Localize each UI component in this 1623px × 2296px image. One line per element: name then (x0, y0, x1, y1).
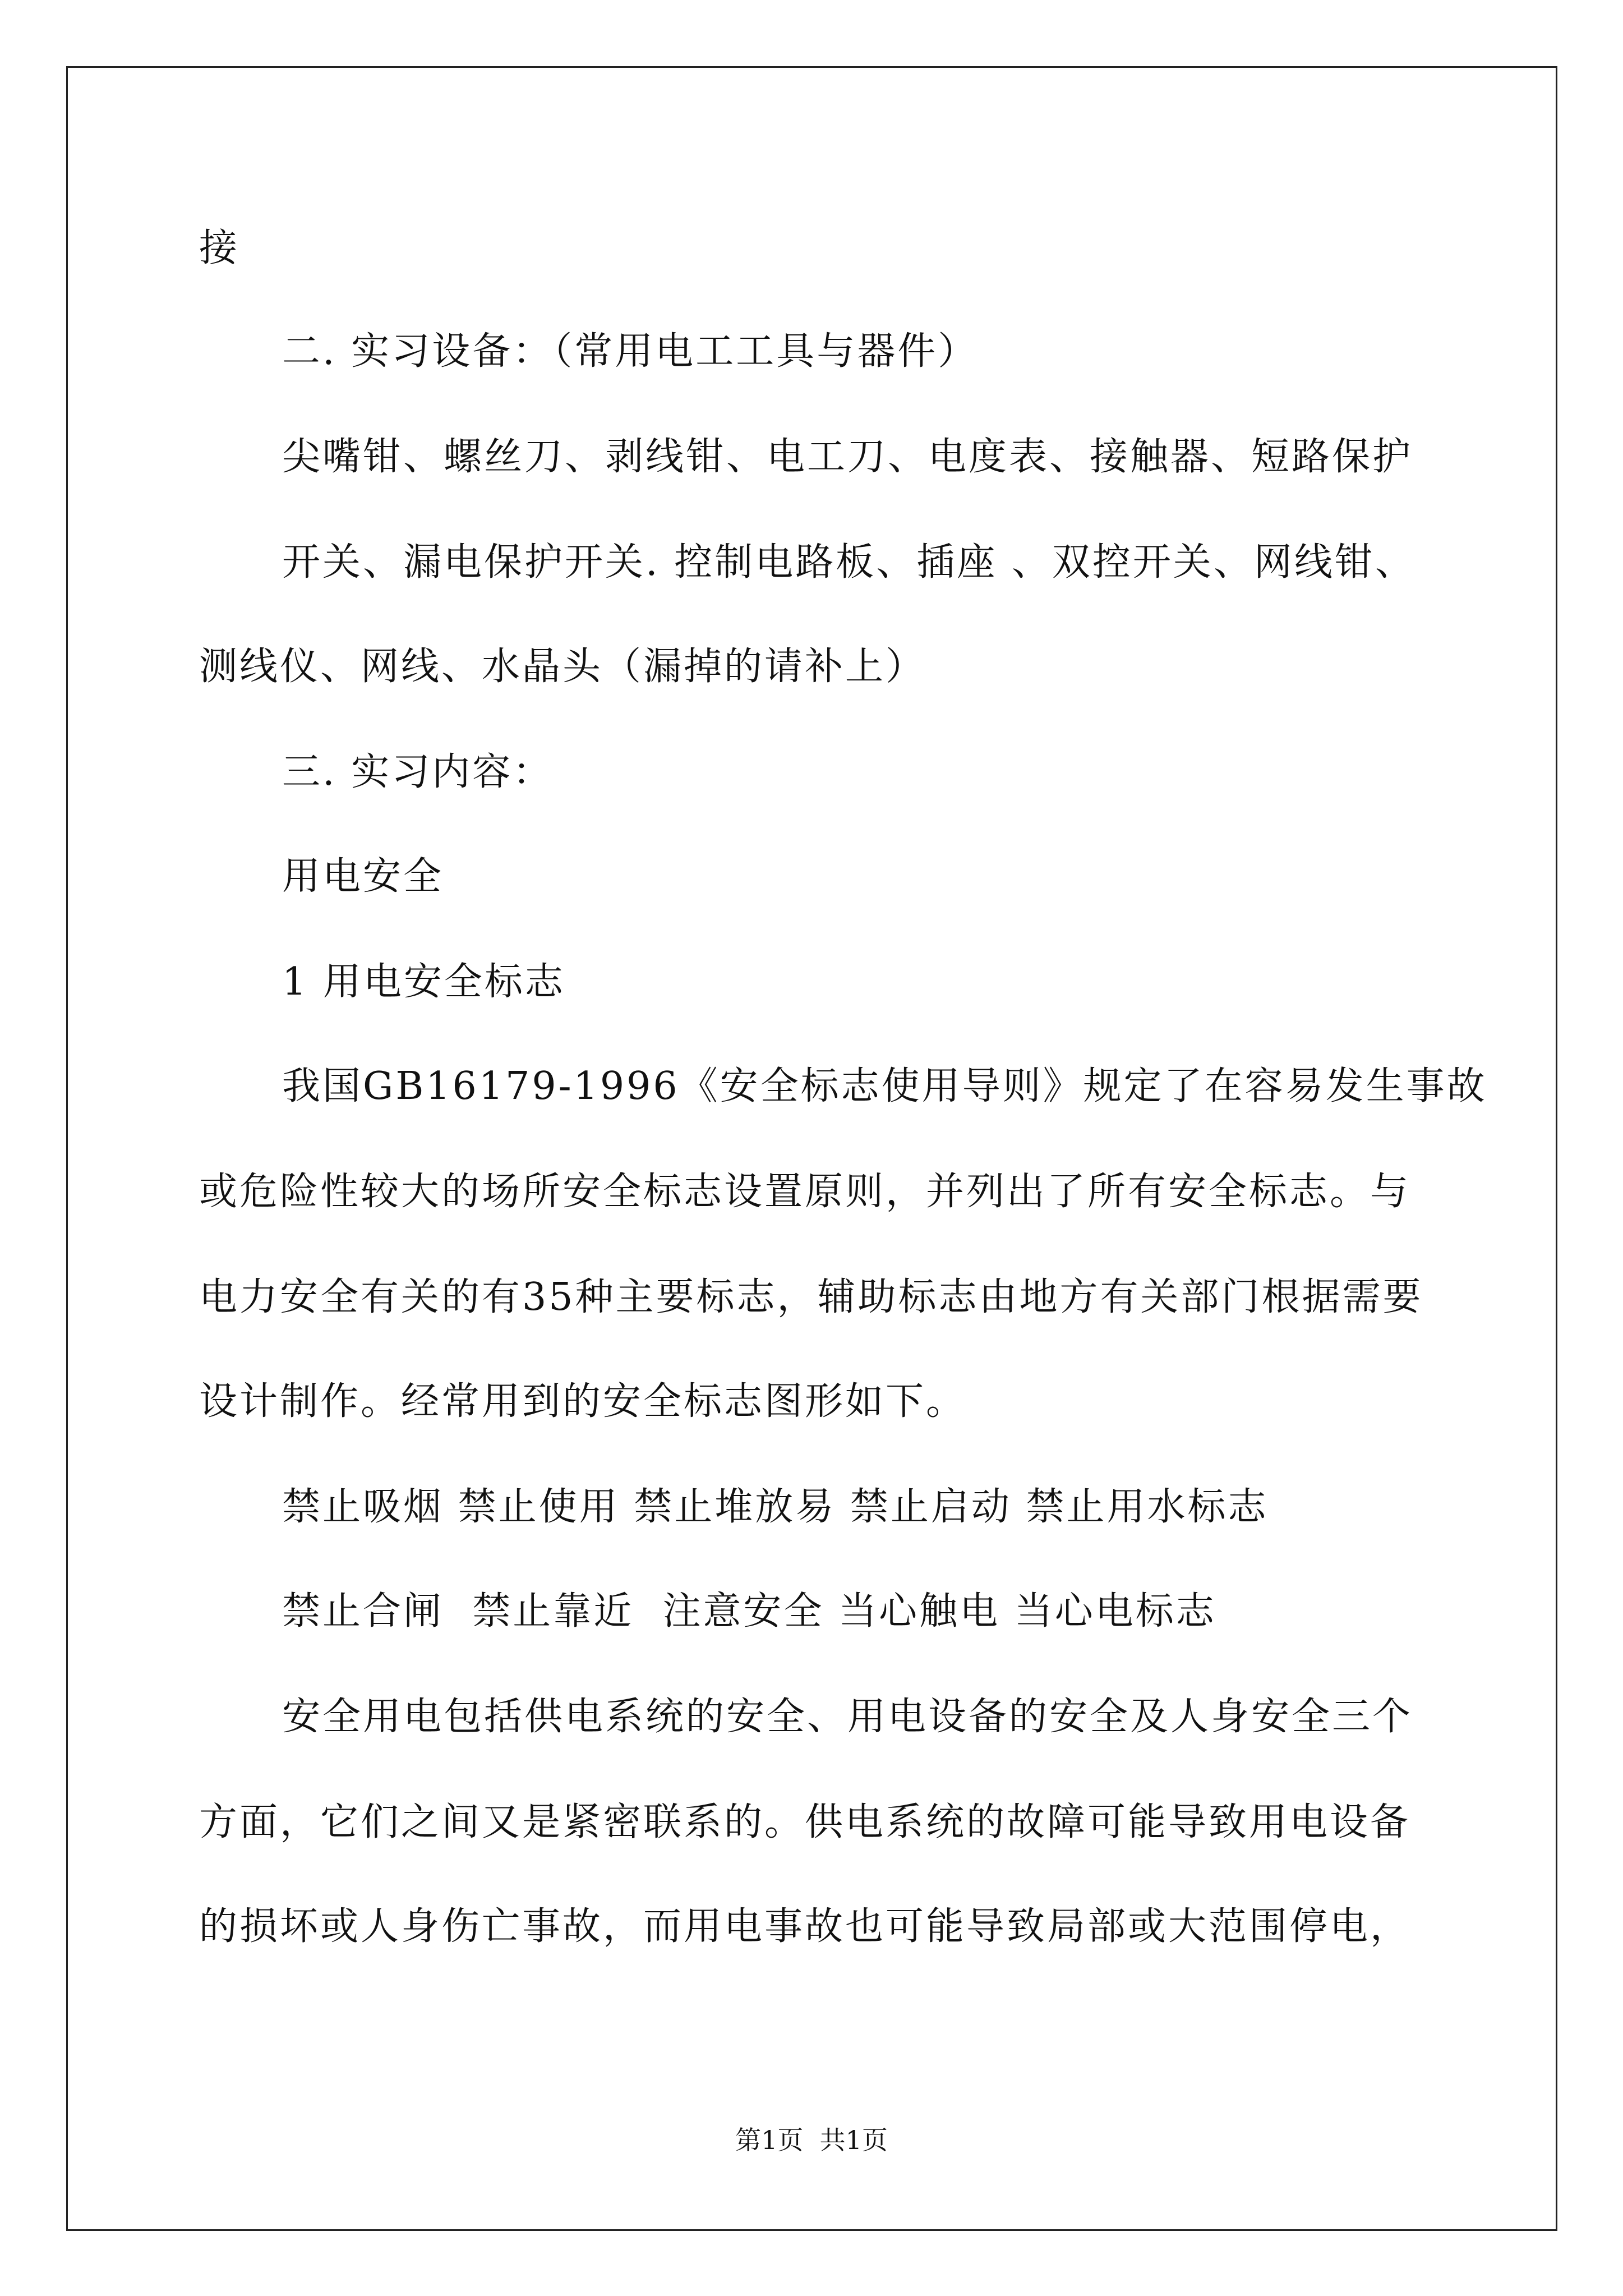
text-line: 禁止吸烟 禁止使用 禁止堆放易 禁止启动 禁止用水标志 (282, 1485, 1269, 1529)
text-line: 测线仪、网线、水晶头（漏掉的请补上） (199, 645, 926, 689)
text-line: 的损坏或人身伤亡事故，而用电事故也可能导致局部或大范围停电， (199, 1904, 1411, 1949)
section-heading-equipment: 二. 实习设备：（常用电工工具与器件） (282, 329, 979, 374)
text-line: 安全用电包括供电系统的安全、用电设备的安全及人身安全三个 (282, 1695, 1413, 1739)
subheading-safety-signs: 1 用电安全标志 (282, 960, 565, 1004)
text-line: 设计制作。经常用到的安全标志图形如下。 (199, 1379, 967, 1424)
text-line: 尖嘴钳、螺丝刀、剥线钳、电工刀、电度表、接触器、短路保护 (282, 435, 1413, 479)
text-line: 禁止合闸 禁止靠近 注意安全 当心触电 当心电标志 (282, 1589, 1216, 1634)
section-heading-content: 三. 实习内容： (282, 750, 554, 794)
subheading-electrical-safety: 用电安全 (282, 854, 444, 899)
text-line: 接 (199, 226, 240, 270)
text-line: 方面，它们之间又是紧密联系的。供电系统的故障可能导致用电设备 (199, 1800, 1411, 1844)
text-line: 我国GB16179-1996《安全标志使用导则》规定了在容易发生事故 (282, 1064, 1487, 1108)
text-line: 开关、漏电保护开关. 控制电路板、插座 、双控开关、网线钳、 (282, 540, 1415, 585)
page-footer: 第1页 共1页 (735, 2125, 888, 2155)
text-line: 电力安全有关的有35种主要标志，辅助标志由地方有关部门根据需要 (199, 1275, 1423, 1319)
text-line: 或危险性较大的场所安全标志设置原则，并列出了所有安全标志。与 (199, 1170, 1411, 1214)
